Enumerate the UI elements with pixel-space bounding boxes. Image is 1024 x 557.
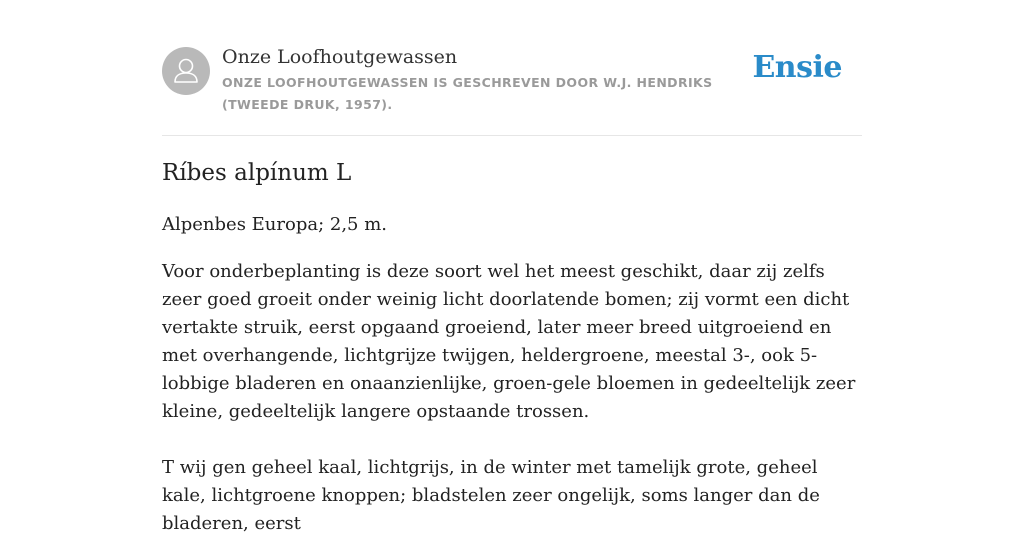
entry-paragraph-description: Voor onderbeplanting is deze soort wel het meest geschikt, daar zij zelfs zeer goed groeit onder weinig licht doorlatende bomen; zij vormt een dicht vertakte struik, eerst opgaand groeiend, later meer breed uitgroeiend en met overhangende, lichtgrijze twijgen, heldergroene, meestal 3-, ook 5-lobbige bladeren en onaanzienlijke, groen-gele bloemen in gedeeltelijk zeer kleine, gedeeltelijk langere opstaande trossen. [162, 261, 856, 422]
ensie-logo[interactable]: Ensie [752, 50, 842, 85]
page [162, 0, 862, 534]
book-title[interactable]: Onze Loofhoutgewassen [222, 46, 458, 68]
author-avatar[interactable] [162, 47, 210, 95]
entry-paragraph-twigs: T wij gen geheel kaal, lichtgrijs, in de winter met tamelijk grote, geheel kale, lichtgroene knoppen; bladstelen zeer ongelijk, soms langer dan de bladeren, eerst [162, 457, 820, 534]
entry-title: Ríbes alpínum L [162, 160, 352, 186]
book-header [162, 0, 862, 136]
book-description: ONZE LOOFHOUTGEWASSEN IS GESCHREVEN DOOR W.J. HENDRIKS (TWEEDE DRUK, 1957). [222, 75, 713, 112]
entry-paragraph-summary: Alpenbes Europa; 2,5 m. [162, 214, 388, 235]
entry-body [162, 211, 864, 557]
user-silhouette-icon [162, 47, 210, 95]
